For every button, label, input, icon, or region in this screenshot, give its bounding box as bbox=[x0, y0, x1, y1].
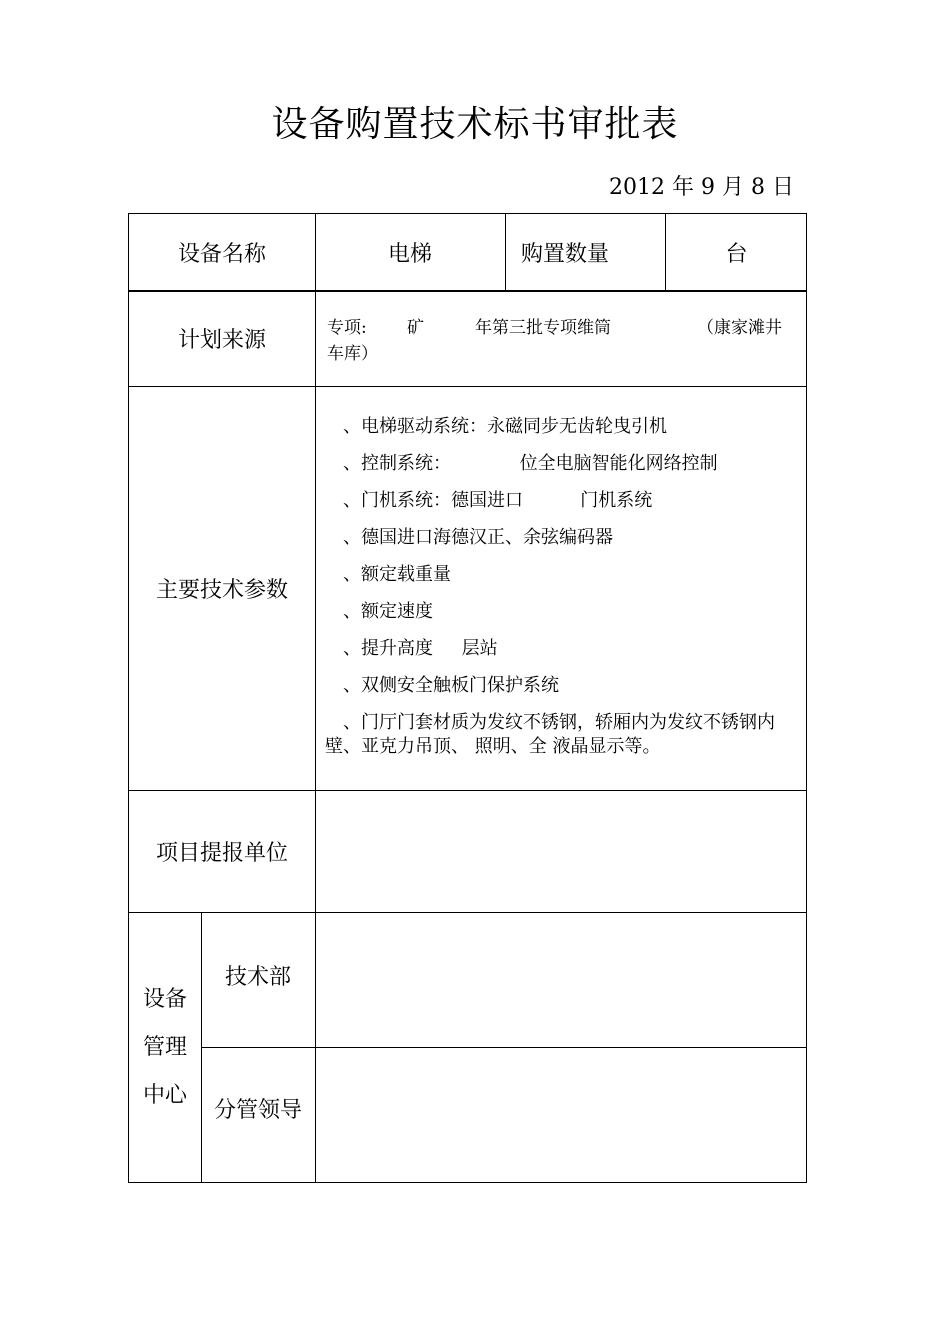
reporting-unit-value bbox=[315, 791, 808, 912]
equipment-center-label bbox=[129, 913, 201, 1183]
purchase-quantity-label: 购置数量 bbox=[520, 241, 609, 267]
leader-value bbox=[315, 1048, 808, 1183]
tech-param-item: 、门厅门套材质为发纹不锈钢，轿厢内为发纹不锈钢内壁、亚克力吊顶、 照明、全 液晶显示等。 bbox=[325, 712, 775, 757]
plan-source-prefix: 专项: bbox=[327, 318, 367, 338]
tech-param-item: 、额定载重量 bbox=[343, 564, 451, 585]
form-date: 2012 年 9 月 8 日 bbox=[609, 175, 794, 200]
plan-source-location: （康家滩井 bbox=[697, 318, 782, 338]
tech-param-item: 、控制系统： 位全电脑智能化网络控制 bbox=[343, 453, 718, 474]
reporting-unit-label: 项目提报单位 bbox=[155, 841, 288, 866]
page-title: 设备购置技术标书审批表 bbox=[271, 104, 679, 145]
equipment-center-line1: 设备 bbox=[142, 987, 187, 1012]
leader-label: 分管领导 bbox=[213, 1097, 302, 1123]
equipment-center-line3: 中心 bbox=[142, 1083, 187, 1108]
tech-param-item: 、额定速度 bbox=[343, 601, 433, 622]
tech-param-item: 、门机系统：德国进口 门机系统 bbox=[343, 490, 653, 511]
tech-params-label: 主要技术参数 bbox=[155, 578, 288, 603]
plan-source-batch: 年第三批专项维筒 bbox=[475, 318, 611, 338]
plan-source-label: 计划来源 bbox=[177, 328, 266, 353]
plan-source-mine: 矿 bbox=[407, 318, 424, 338]
equipment-name-label: 设备名称 bbox=[177, 241, 266, 267]
tech-params-list bbox=[315, 387, 808, 790]
tech-dept-label: 技术部 bbox=[224, 965, 291, 990]
purchase-quantity-value: 台 bbox=[725, 241, 748, 267]
tech-dept-value bbox=[315, 913, 808, 1047]
tech-param-item: 、德国进口海德汉正、余弦编码器 bbox=[343, 527, 613, 548]
equipment-center-line2: 管理 bbox=[142, 1035, 187, 1060]
tech-param-item: 、提升高度 层站 bbox=[343, 638, 498, 659]
tech-param-item: 、双侧安全触板门保护系统 bbox=[343, 675, 559, 696]
plan-source-location-cont: 车库） bbox=[327, 344, 378, 364]
equipment-name-value: 电梯 bbox=[387, 241, 432, 267]
plan-source-value bbox=[315, 291, 808, 386]
approval-form-table bbox=[128, 213, 807, 1183]
tech-param-item: 、电梯驱动系统：永磁同步无齿轮曳引机 bbox=[343, 416, 667, 437]
